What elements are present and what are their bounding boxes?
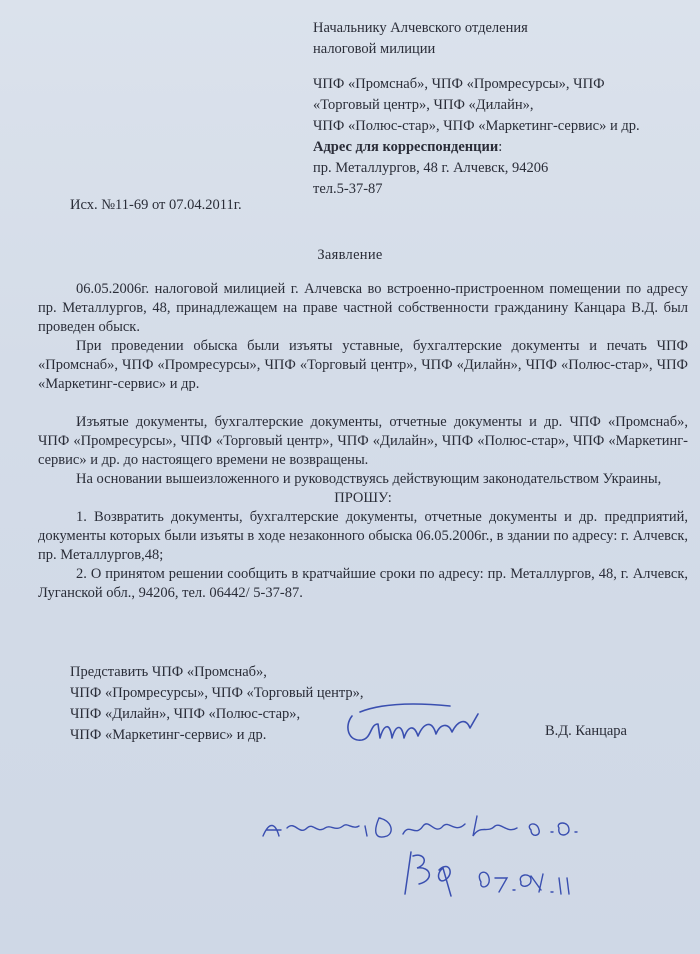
address-line: пр. Металлургов, 48 г. Алчевск, 94206	[313, 160, 549, 176]
document-title: Заявление	[317, 247, 383, 263]
paragraph: На основании вышеизложенного и руководствуясь действующим законодательством Украины,	[76, 471, 662, 487]
addressee-block	[313, 18, 693, 200]
signature-icon	[340, 694, 500, 754]
sender-line: ЧПФ «Полюс-стар», ЧПФ «Маркетинг-сервис» и др.	[313, 118, 640, 134]
address-label: Адрес для корреспонденции:	[313, 139, 503, 155]
paragraph: Изъятые документы, бухгалтерские документы, отчетные документы и др. ЧПФ «Промснаб», ЧПФ «Промресурсы», ЧПФ «Торговый центр», ЧПФ «Дилайн», ЧПФ «Полюс-стар», ЧПФ «Маркетинг-сервис» и др. до настоящего времени не возвращены.	[38, 414, 688, 468]
addressee-line: Начальнику Алчевского отделения	[313, 20, 528, 36]
signatory-line: ЧПФ «Дилайн», ЧПФ «Полюс-стар»,	[70, 706, 301, 722]
signatory-line: ЧПФ «Маркетинг-сервис» и др.	[70, 727, 267, 743]
paragraph: 06.05.2006г. налоговой милицией г. Алчевска во встроенно-пристроенном помещении по адресу пр. Металлургов, 48, принадлежащем на праве частной собственности гражданину Канцара В.Д. был проведен обыск.	[38, 281, 688, 335]
request-heading: ПРОШУ:	[334, 490, 392, 506]
outgoing-number: Исх. №11-69 от 07.04.2011г.	[70, 197, 242, 213]
addressee-line: налоговой милиции	[313, 41, 436, 57]
handwritten-note-icon	[255, 808, 595, 918]
document-body	[38, 280, 688, 603]
request-item: 2. О принятом решении сообщить в кратчайшие сроки по адресу: пр. Металлургов, 48, г. Алчевск, Луганской обл., 94206, тел. 06442/ 5-37-87.	[38, 566, 688, 601]
sender-line: «Торговый центр», ЧПФ «Дилайн»,	[313, 97, 534, 113]
phone-line: тел.5-37-87	[313, 181, 383, 197]
signatory-name: В.Д. Канцара	[545, 723, 627, 739]
signatory-line: ЧПФ «Промресурсы», ЧПФ «Торговый центр»,	[70, 685, 364, 701]
paragraph: При проведении обыска были изъяты уставные, бухгалтерские документы и печать ЧПФ «Промснаб», ЧПФ «Промресурсы», ЧПФ «Торговый центр», ЧПФ «Дилайн», ЧПФ «Полюс-стар», ЧПФ «Маркетинг-сервис» и др.	[38, 338, 688, 392]
sender-line: ЧПФ «Промснаб», ЧПФ «Промресурсы», ЧПФ	[313, 76, 605, 92]
request-item: 1. Возвратить документы, бухгалтерские документы, отчетные документы и др. предприятий, документы которых были изъяты в ходе незаконного обыска 06.05.2006г., в здании по адресу: г. Алчевск, пр. Металлургов,48;	[38, 509, 688, 563]
signatory-line: Представить ЧПФ «Промснаб»,	[70, 664, 267, 680]
